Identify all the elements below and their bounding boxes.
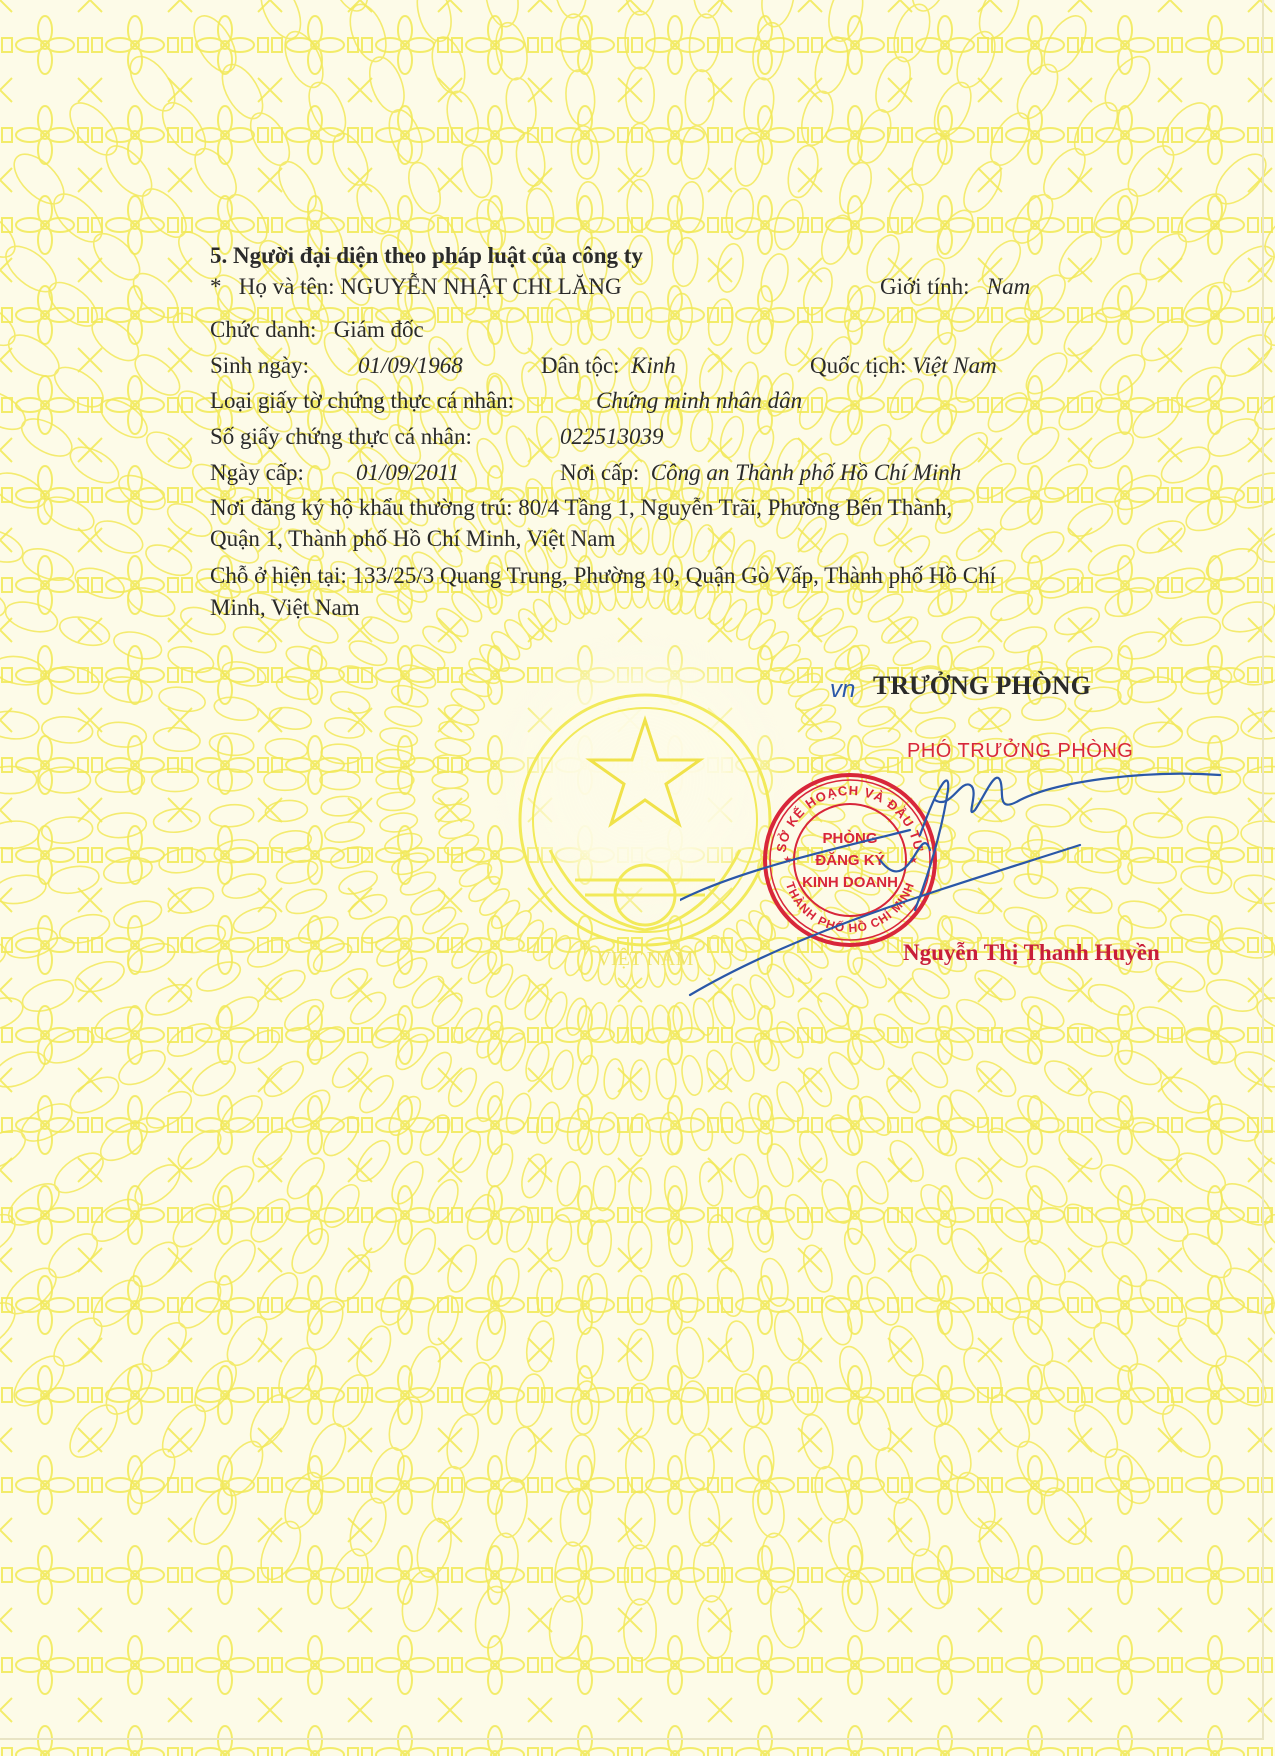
stamp-star-right: ★ [909, 855, 918, 866]
signer-name: Nguyễn Thị Thanh Huyền [903, 940, 1160, 965]
current-address-line-2: Minh, Việt Nam [210, 595, 360, 620]
emblem-text: VIỆT NAM [596, 948, 694, 970]
stamp-star-left: ★ [783, 855, 792, 866]
gender-value: Nam [986, 274, 1031, 299]
bullet: * [210, 274, 222, 299]
nationality-field [810, 351, 997, 381]
name-row [210, 272, 622, 302]
current-address-line-1: Chỗ ở hiện tại: 133/25/3 Quang Trung, Phường 10, Quận Gò Vấp, Thành phố Hồ Chí [210, 563, 996, 588]
ethnicity-field [541, 351, 676, 381]
birth-value: 01/09/1968 [358, 353, 463, 378]
name-label: Họ và tên: [238, 274, 335, 299]
signature-title: TRƯỞNG PHÒNG [873, 671, 1091, 700]
position-row [210, 315, 424, 345]
birth-field [210, 351, 309, 381]
deputy-title: PHÓ TRƯỞNG PHÒNG [907, 740, 1134, 762]
stamp-center-line-3: KINH DOANH [802, 874, 898, 891]
issue-date-value: 01/09/2011 [356, 460, 460, 485]
stamp-center-line-2: ĐĂNG KÝ [815, 852, 885, 869]
stamp-outer-top: SỞ KẾ HOẠCH VÀ ĐẦU TƯ [773, 782, 927, 854]
permanent-address-line-1: Nơi đăng ký hộ khẩu thường trú: 80/4 Tầng 1, Nguyễn Trãi, Phường Bến Thành, [210, 495, 953, 520]
nationality-value: Việt Nam [912, 353, 997, 378]
initial-mark: vn [830, 676, 856, 703]
position-label: Chức danh: [210, 317, 317, 342]
gender-label: Giới tính: [880, 274, 970, 299]
id-type-label: Loại giấy tờ chứng thực cá nhân: [210, 388, 515, 413]
issue-date-label: Ngày cấp: [210, 460, 304, 485]
stamp-center-line-1: PHÒNG [822, 830, 878, 847]
issue-place-value: Công an Thành phố Hồ Chí Minh [650, 460, 962, 485]
id-type-value: Chứng minh nhân dân [596, 388, 803, 413]
issue-place-field [560, 458, 961, 488]
nationality-label: Quốc tịch: [810, 353, 907, 378]
position-value: Giám đốc [333, 317, 424, 342]
section-heading: 5. Người đại diện theo pháp luật của công ty [210, 243, 643, 268]
stamp-outer-bottom: THÀNH PHỐ HỒ CHÍ MINH [782, 880, 918, 936]
issue-place-label: Nơi cấp: [560, 460, 640, 485]
ethnicity-value: Kinh [631, 353, 676, 378]
id-number-value: 022513039 [560, 424, 664, 449]
birth-label: Sinh ngày: [210, 353, 310, 378]
name-value: NGUYỄN NHẬT CHI LĂNG [340, 274, 622, 299]
ethnicity-label: Dân tộc: [541, 353, 620, 378]
permanent-address-line-2: Quận 1, Thành phố Hồ Chí Minh, Việt Nam [210, 526, 616, 551]
id-number-label: Số giấy chứng thực cá nhân: [210, 424, 472, 449]
gender-field [880, 272, 1030, 302]
